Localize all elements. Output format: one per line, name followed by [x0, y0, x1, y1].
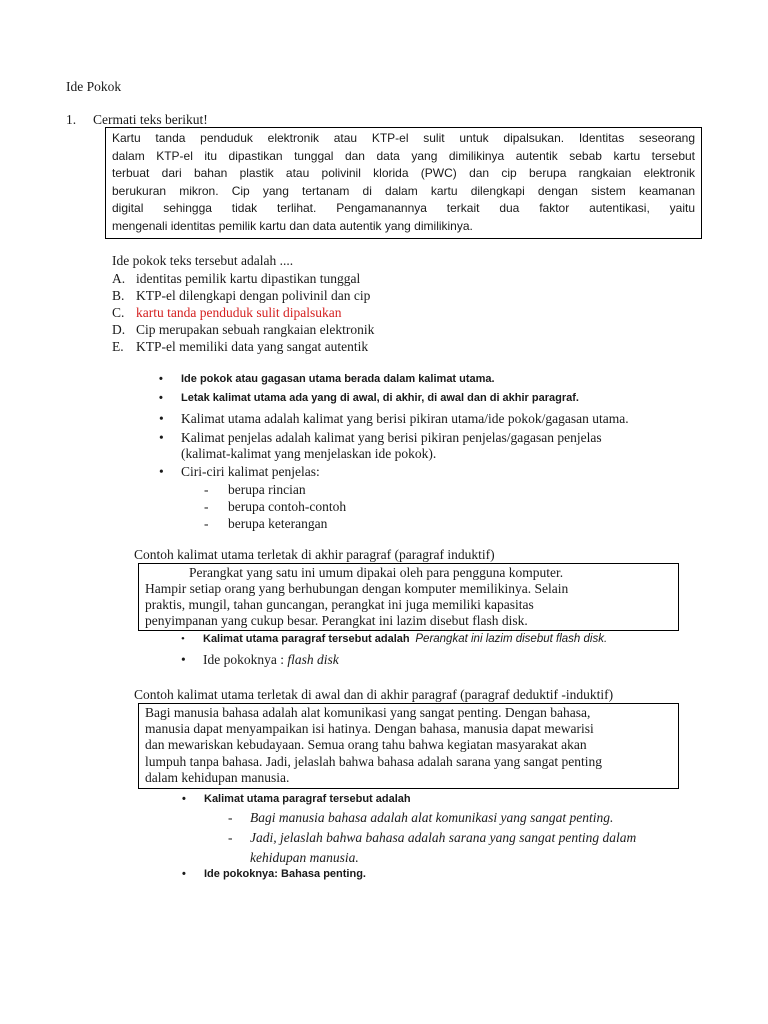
note-bold-2: • Letak kalimat utama ada yang di awal, di akhir, di awal dan di akhir paragraf. [181, 392, 579, 404]
ciri-item: - berupa keterangan [204, 516, 328, 531]
passage-box [105, 127, 702, 239]
main-sentence: - Jadi, jelaslah bahwa bahasa adalah sarana yang sangat penting dalam [228, 830, 637, 845]
example2-line: lumpuh tanpa bahasa. Jadi, jelaslah bahwa bahasa adalah sarana yang sangat penting [145, 753, 602, 769]
example1-line: Hampir setiap orang yang berhubungan dengan komputer memilikinya. Selain [145, 581, 569, 596]
example1-box [138, 563, 679, 631]
example2-line: manusia dapat menyampaikan isi hatinya. Dengan bahasa, manusia dapat mewarisi [145, 721, 594, 737]
example1-line: praktis, mungil, tahan guncangan, perangkat ini juga memiliki kapasitas [145, 597, 534, 612]
ciri-item: - berupa rincian [204, 482, 306, 497]
passage-line: terbuat dari bahan plastik atau polivinil klorida (PWC) dan cip berupa rangkaian elektronik [112, 166, 695, 181]
example1-line: penyimpanan yang cukup besar. Perangkat ini lazim disebut flash disk. [145, 613, 528, 628]
correct-answer: kartu tanda penduduk sulit dipalsukan [136, 305, 342, 320]
page-heading: Ide Pokok [66, 79, 122, 94]
example2-title: Contoh kalimat utama terletak di awal dan di akhir paragraf (paragraf deduktif -induktif) [134, 687, 614, 702]
example2-main: • Kalimat utama paragraf tersebut adalah [204, 793, 411, 805]
option-c[interactable]: C. kartu tanda penduduk sulit dipalsukan [112, 305, 342, 320]
option-d[interactable]: D. Cip merupakan sebuah rangkaian elektronik [112, 322, 375, 337]
passage-line: dalam KTP-el itu dipastikan tunggal dan data yang dimilikinya autentik sebab kartu tersebut [112, 148, 695, 163]
option-e[interactable]: E. KTP-el memiliki data yang sangat autentik [112, 339, 369, 354]
passage-line: mengenali identitas pemilik kartu dan data autentik yang dimilikinya. [112, 218, 473, 233]
example1-line: Perangkat yang satu ini umum dipakai oleh para pengguna komputer. [189, 565, 564, 580]
example2-line: dan mewariskan kebudayaan. Semua orang tahu bahwa kegiatan masyarakat akan [145, 737, 587, 753]
example1-idea: • Ide pokoknya : flash disk [203, 652, 339, 668]
example2-sentences [228, 808, 636, 868]
answer-options [112, 270, 374, 355]
option-a[interactable]: A. identitas pemilik kartu dipastikan tunggal [112, 271, 361, 286]
main-sentence: - Bagi manusia bahasa adalah alat komunikasi yang sangat penting. [228, 810, 614, 825]
note-bold-1: • Ide pokok atau gagasan utama berada dalam kalimat utama. [181, 373, 495, 385]
passage-line: digital sehingga tidak terlihat. Pengamanannya terkait dua faktor autentikasi, yaitu [112, 201, 695, 216]
example2-line: dalam kehidupan manusia. [145, 769, 290, 785]
question-stem: Ide pokok teks tersebut adalah .... [112, 253, 294, 268]
question-prompt: Cermati teks berikut! [93, 112, 208, 127]
example1-title: Contoh kalimat utama terletak di akhir paragraf (paragraf induktif) [134, 547, 495, 562]
ciri-item: - berupa contoh-contoh [204, 499, 347, 514]
note-5: • Ciri-ciri kalimat penjelas: [181, 464, 320, 480]
option-b[interactable]: B. KTP-el dilengkapi dengan polivinil dan cip [112, 288, 371, 303]
passage-line: Kartu tanda penduduk elektronik atau KTP-el sulit untuk dipalsukan. Identitas seseorang [112, 131, 695, 145]
note-3: • Kalimat utama adalah kalimat yang berisi pikiran utama/ide pokok/gagasan utama. [181, 411, 629, 427]
main-sentence-cont: kehidupan manusia. [250, 850, 359, 865]
note-4-cont: (kalimat-kalimat yang menjelaskan ide pokok). [181, 446, 437, 461]
note-4: • Kalimat penjelas adalah kalimat yang berisi pikiran penjelas/gagasan penjelas [181, 430, 602, 446]
example2-idea: • Ide pokoknya: Bahasa penting. [204, 868, 366, 880]
question-number: 1. [66, 112, 77, 127]
ciri-list [204, 481, 346, 532]
example2-line: Bagi manusia bahasa adalah alat komunikasi yang sangat penting. Dengan bahasa, [145, 705, 591, 720]
example1-main: • Kalimat utama paragraf tersebut adalah Perangkat ini lazim disebut flash disk. [203, 633, 607, 645]
example2-box [138, 703, 679, 789]
passage-line: berukuran mikron. Cip yang tertanam di dalam kartu dilengkapi dengan sistem keamanan [112, 183, 695, 198]
